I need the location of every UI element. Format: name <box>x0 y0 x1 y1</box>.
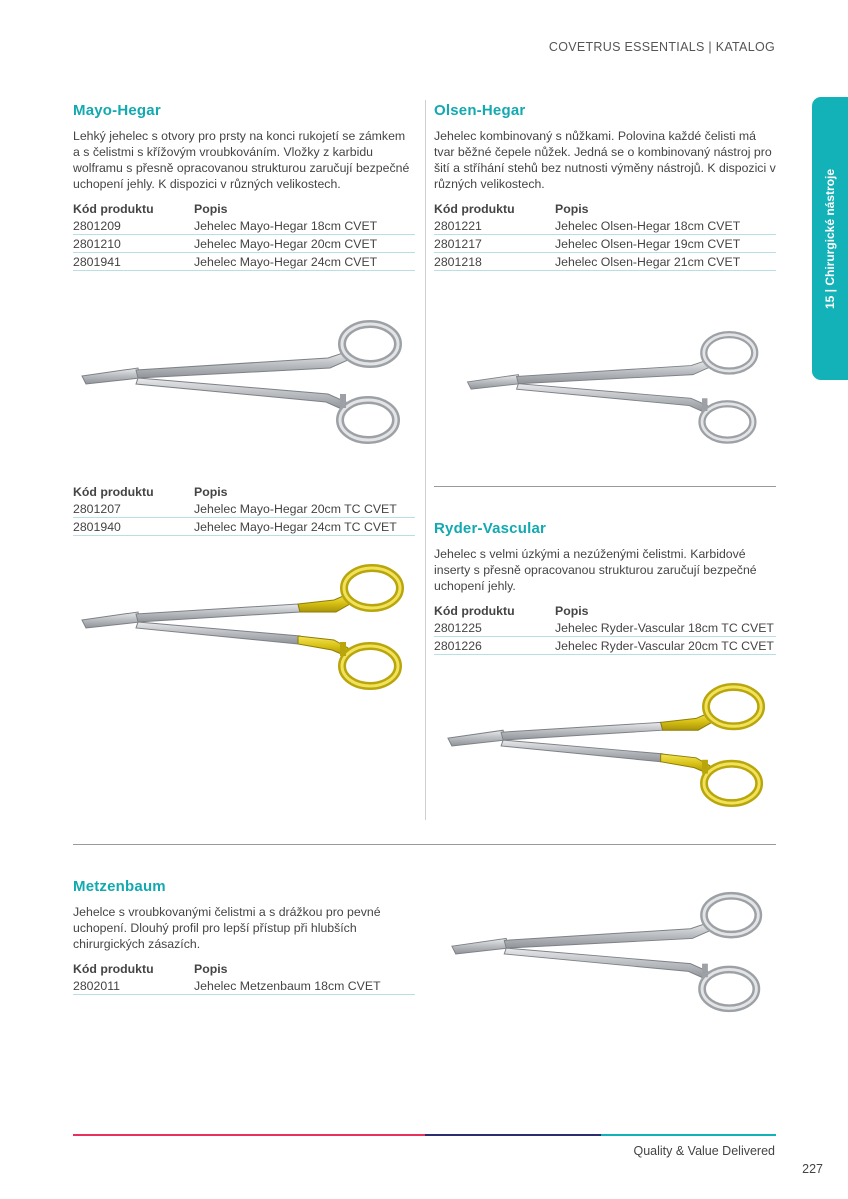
product-desc: Jehelec Olsen-Hegar 21cm CVET <box>555 253 776 271</box>
chapter-tab[interactable] <box>812 97 848 380</box>
table-row <box>73 217 415 235</box>
section-description: Jehelec kombinovaný s nůžkami. Polovina každé čelisti má tvar běžné čepele nůžek. Jedná se o kombinovaný nástroj pro šití a stříhání stehů bez nutnosti výměny nástrojů. K dispozici v různých velikostech. <box>434 129 776 191</box>
product-code: 2801207 <box>73 500 194 518</box>
table-row <box>434 235 776 253</box>
column-header-desc: Popis <box>194 961 228 976</box>
column-header-code: Kód produktu <box>73 201 154 216</box>
metzenbaum-image <box>448 870 768 1035</box>
chapter-tab-label: 15 | Chirurgické nástroje <box>823 168 837 309</box>
product-table <box>73 960 415 995</box>
column-header-code: Kód produktu <box>73 484 154 499</box>
product-code: 2801218 <box>434 253 555 271</box>
product-desc: Jehelec Mayo-Hegar 24cm CVET <box>194 253 415 271</box>
footer-bar-navy <box>425 1134 601 1136</box>
section-title: Metzenbaum <box>73 878 166 895</box>
product-table <box>73 200 415 271</box>
product-desc: Jehelec Mayo-Hegar 18cm CVET <box>194 217 415 235</box>
product-code: 2801940 <box>73 518 194 536</box>
section-description: Jehelec s velmi úzkými a nezúženými čelistmi. Karbidové inserty s přesně opracovanou strukturou zaručují bezpečné uchopení jehly. <box>434 547 757 593</box>
product-table <box>73 483 415 536</box>
column-header-code: Kód produktu <box>434 201 515 216</box>
section-mayo-hegar <box>73 102 415 271</box>
product-code: 2802011 <box>73 977 194 995</box>
section-olsen-hegar <box>434 102 776 271</box>
product-code: 2801226 <box>434 637 555 655</box>
table-row <box>434 619 776 637</box>
column-header-desc: Popis <box>194 201 228 216</box>
table-row <box>73 977 415 995</box>
section-description: Lehký jehelec s otvory pro prsty na konci rukojetí se zámkem a s čelistmi s křížovým vroubkováním. Vložky z karbidu wolframu s přesně opracovanou strukturou zaručují bezpečné uchopení jehly. K dispozici v různých velikostech. <box>73 129 410 191</box>
header-title: COVETRUS ESSENTIALS | KATALOG <box>548 40 775 54</box>
product-desc: Jehelec Mayo-Hegar 20cm TC CVET <box>194 500 415 518</box>
table-row <box>73 500 415 518</box>
footer-bar-teal <box>601 1134 776 1136</box>
column-header-desc: Popis <box>555 603 589 618</box>
page-number: 227 <box>802 1162 823 1176</box>
footer-bar-red <box>73 1134 425 1136</box>
product-desc: Jehelec Ryder-Vascular 20cm TC CVET <box>555 637 776 655</box>
section-divider <box>434 486 776 487</box>
product-table <box>434 200 776 271</box>
section-divider <box>73 844 776 845</box>
section-title: Olsen-Hegar <box>434 102 526 119</box>
mayo-hegar-tc-image <box>78 548 408 708</box>
product-code: 2801225 <box>434 619 555 637</box>
product-desc: Jehelec Mayo-Hegar 20cm CVET <box>194 235 415 253</box>
product-desc: Jehelec Olsen-Hegar 19cm CVET <box>555 235 776 253</box>
product-code: 2801210 <box>73 235 194 253</box>
section-description: Jehelce s vroubkovanými čelistmi a s drážkou pro pevné uchopení. Dlouhý profil pro lepší přístup při hlubších chirurgických zásazích. <box>73 905 381 951</box>
product-code: 2801221 <box>434 217 555 235</box>
column-header-desc: Popis <box>194 484 228 499</box>
product-desc: Jehelec Olsen-Hegar 18cm CVET <box>555 217 776 235</box>
table-row <box>73 518 415 536</box>
section-ryder-vascular <box>434 520 776 655</box>
product-desc: Jehelec Mayo-Hegar 24cm TC CVET <box>194 518 415 536</box>
section-title: Mayo-Hegar <box>73 102 161 119</box>
column-header-code: Kód produktu <box>73 961 154 976</box>
mayo-hegar-image <box>76 300 406 460</box>
product-desc: Jehelec Metzenbaum 18cm CVET <box>194 977 415 995</box>
product-desc: Jehelec Ryder-Vascular 18cm TC CVET <box>555 619 776 637</box>
table-row <box>73 235 415 253</box>
section-mayo-hegar-tc <box>73 483 415 536</box>
table-row <box>434 217 776 235</box>
table-row <box>434 637 776 655</box>
product-code: 2801209 <box>73 217 194 235</box>
table-row <box>73 253 415 271</box>
column-header-desc: Popis <box>555 201 589 216</box>
footer-tagline: Quality & Value Delivered <box>633 1144 775 1158</box>
table-row <box>434 253 776 271</box>
product-table <box>434 602 776 655</box>
product-code: 2801217 <box>434 235 555 253</box>
section-title: Ryder-Vascular <box>434 520 547 537</box>
product-code: 2801941 <box>73 253 194 271</box>
section-metzenbaum <box>73 878 415 995</box>
olsen-hegar-image <box>462 296 762 466</box>
ryder-vascular-image <box>444 670 769 820</box>
column-divider <box>425 100 426 820</box>
column-header-code: Kód produktu <box>434 603 515 618</box>
